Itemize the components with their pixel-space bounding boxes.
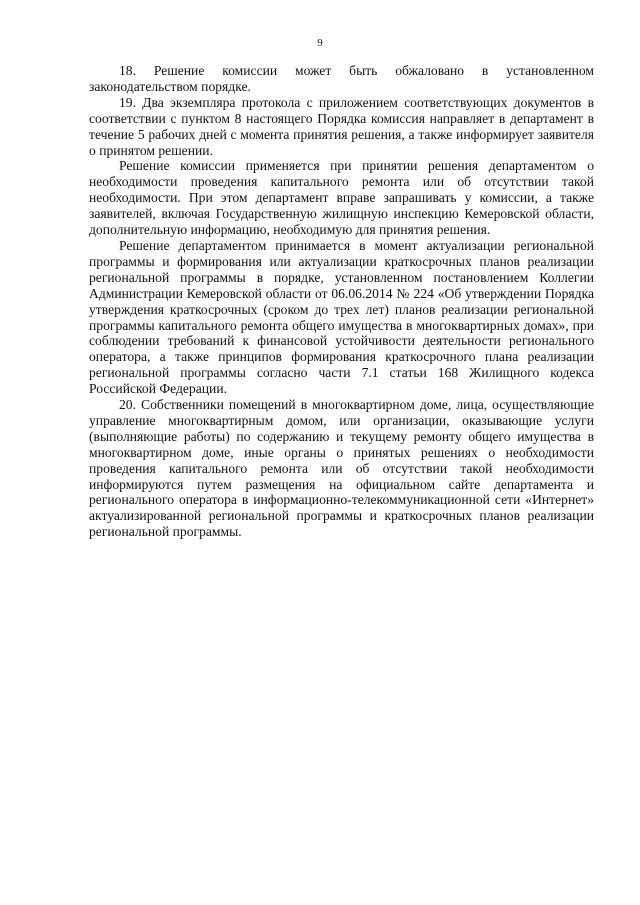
document-body <box>89 63 594 540</box>
page-number: 9 <box>317 37 323 49</box>
paragraph-commission-decision: Решение комиссии применяется при принятии решения департаментом о необходимости проведения капитального ремонта или об отсутствии такой необходимости. При этом департамент вправе запрашивать у комиссии, а также заявителей, включая Государственную жилищную инспекцию Кемеровской области, дополнительную информацию, необходимую для принятия решения. <box>89 158 594 238</box>
paragraph-item-18: 18. Решение комиссии может быть обжаловано в установленном законодательством порядке. <box>89 63 594 94</box>
paragraph-item-20: 20. Собственники помещений в многоквартирном доме, лица, осуществляющие управление многоквартирным домом, или организации, оказывающие услуги (выполняющие работы) по содержанию и текущему ремонту общего имущества в многоквартирном доме, иные органы о принятых решениях о необходимости проведения капитального ремонта или об отсутствии такой необходимости информируются путем размещения на официальном сайте департамента и регионального оператора в информационно-телекоммуникационной сети «Интернет» актуализированной региональной программы и краткосрочных планов реализации региональной программы. <box>89 397 594 540</box>
paragraph-item-19: 19. Два экземпляра протокола с приложением соответствующих документов в соответствии с пунктом 8 настоящего Порядка комиссия направляет в департамент в течение 5 рабочих дней с момента принятия решения, а также информирует заявителя о принятом решении. <box>89 94 594 158</box>
paragraph-department-decision: Решение департаментом принимается в момент актуализации региональной программы и формирования или актуализации краткосрочных планов реализации региональной программы в порядке, установленном постановлением Коллегии Администрации Кемеровской области от 06.06.2014 № 224 «Об утверждении Порядка утверждения краткосрочных (сроком до трех лет) планов реализации региональной программы капитального ремонта общего имущества в многоквартирных домах», при соблюдении требований к финансовой устойчивости деятельности регионального оператора, а также принципов формирования краткосрочного плана реализации региональной программы согласно части 7.1 статьи 168 Жилищного кодекса Российской Федерации. <box>89 237 594 397</box>
